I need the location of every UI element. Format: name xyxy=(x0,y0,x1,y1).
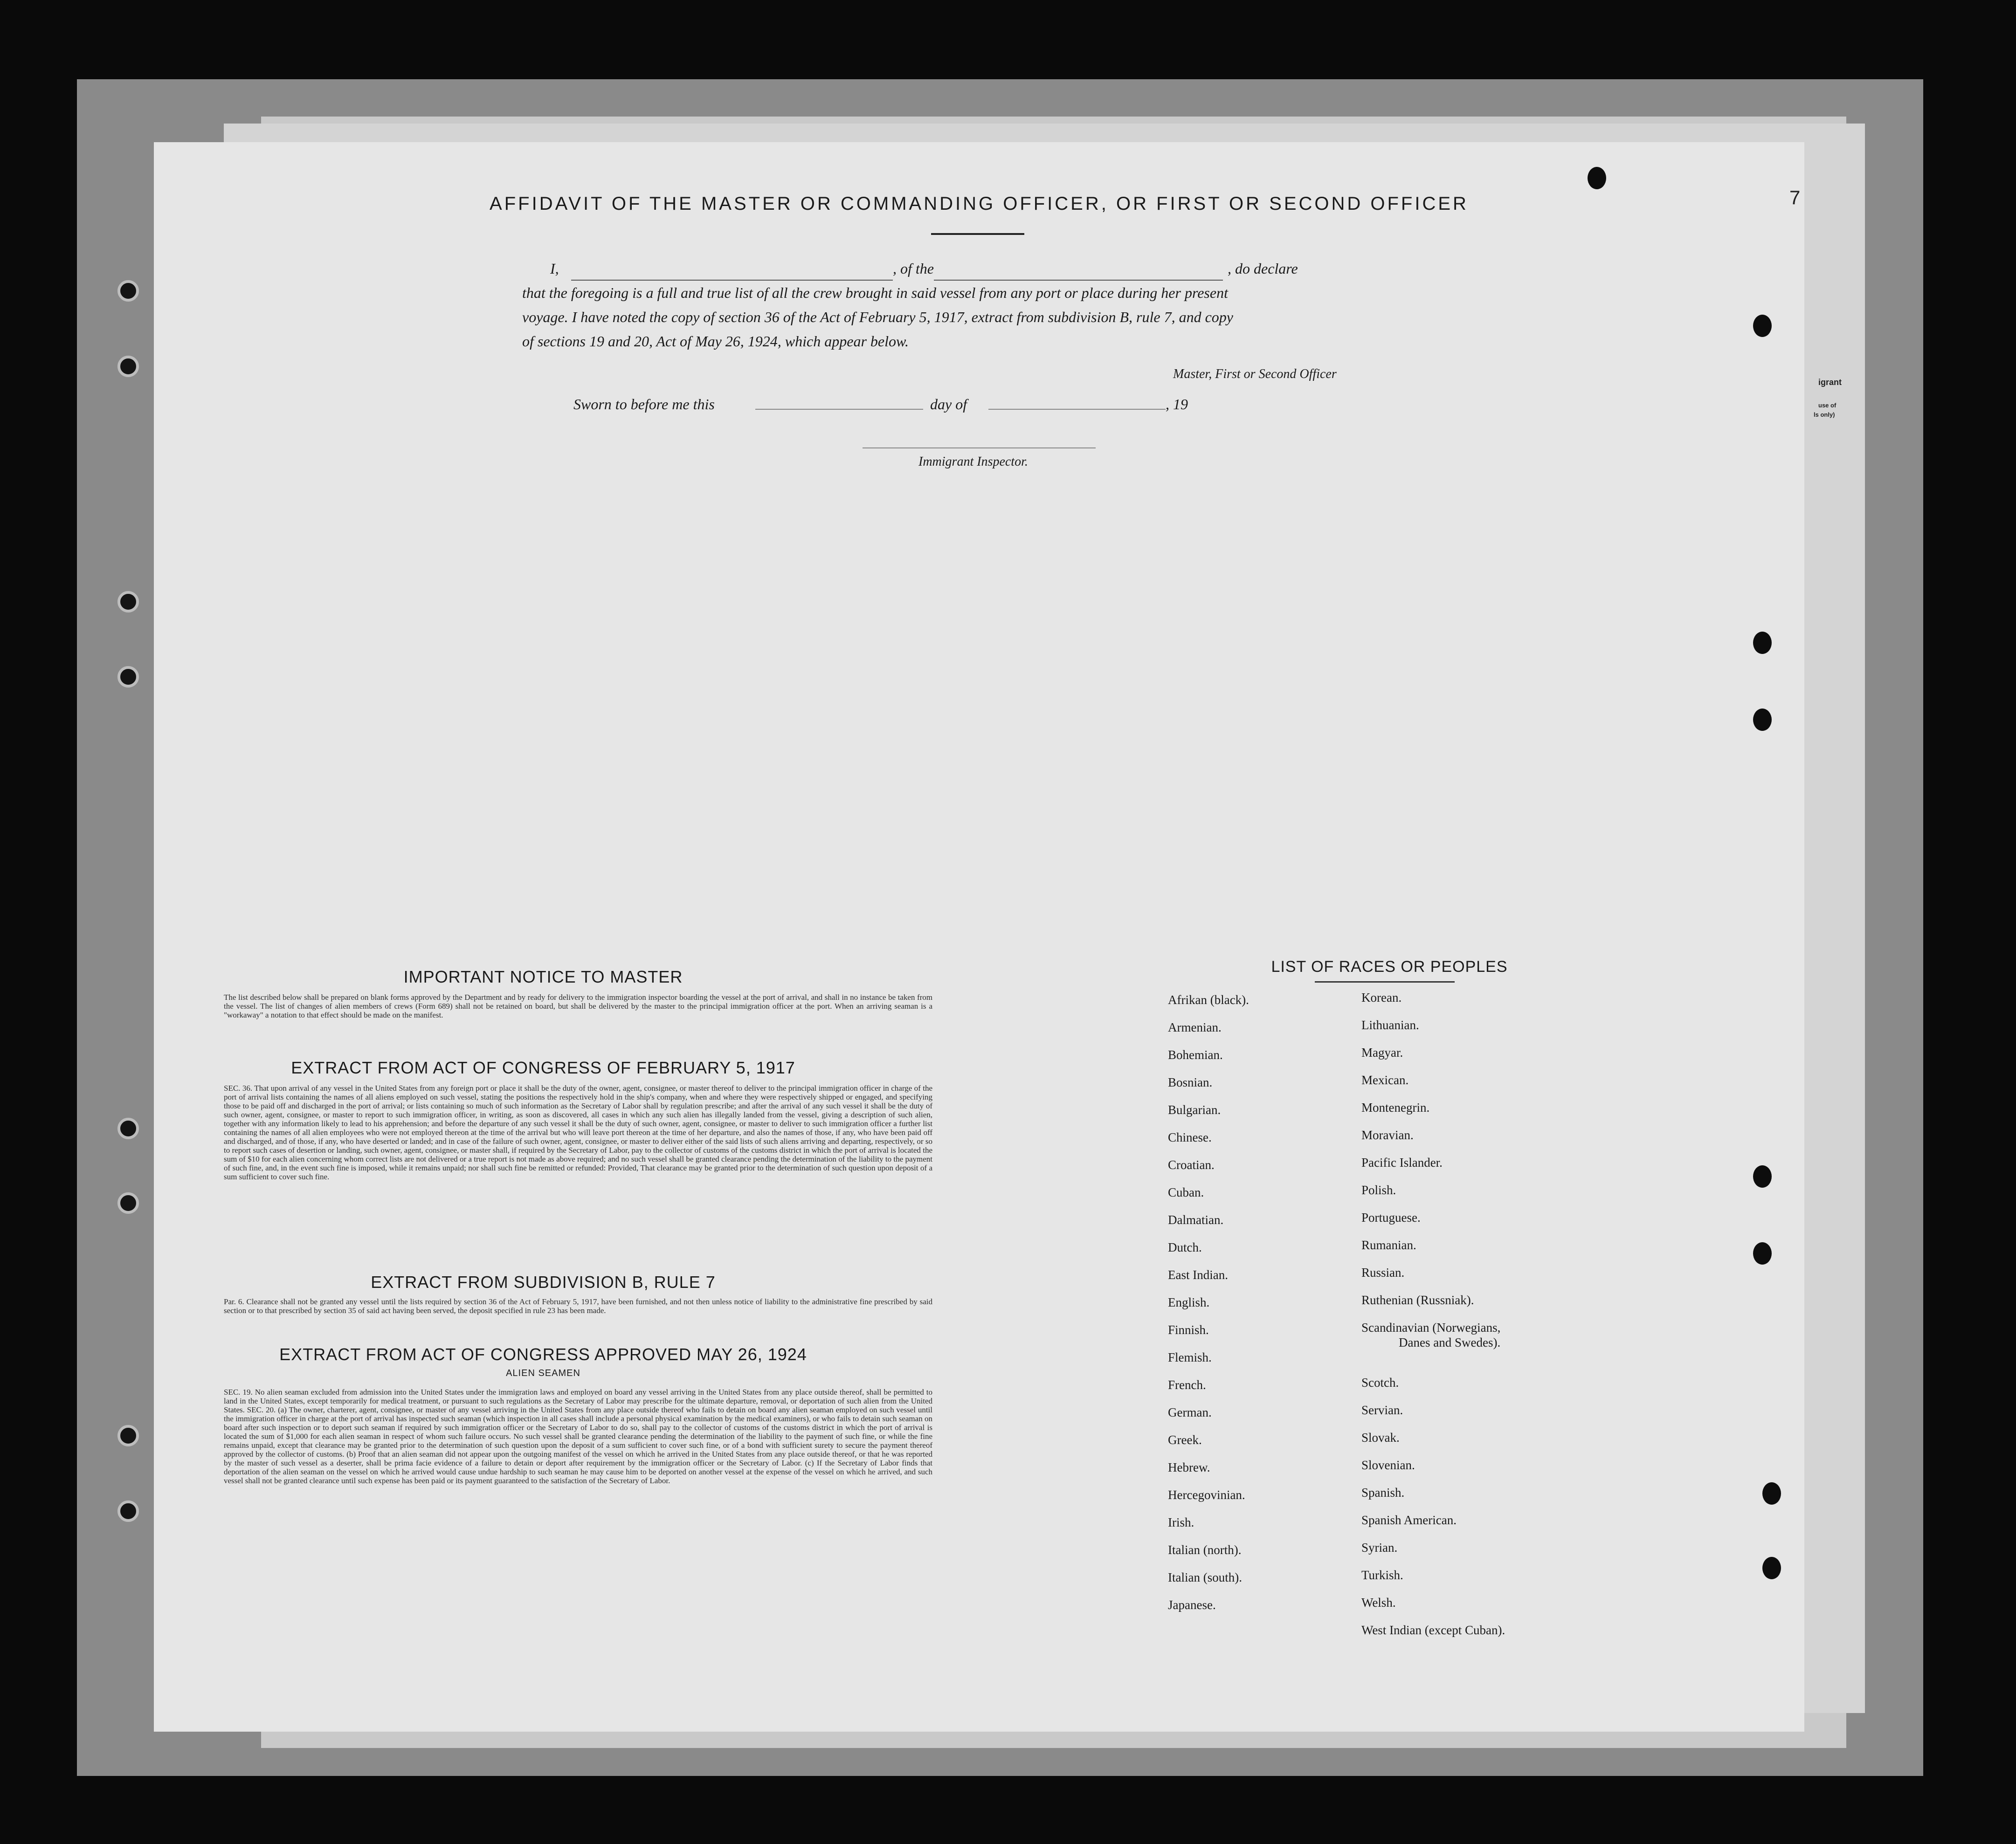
race-item: Cuban. xyxy=(1168,1185,1204,1199)
race-item: Syrian. xyxy=(1361,1541,1398,1555)
race-item: Croatian. xyxy=(1168,1158,1215,1172)
race-item: Hebrew. xyxy=(1168,1460,1210,1474)
binder-hole xyxy=(117,666,139,688)
race-item: German. xyxy=(1168,1405,1212,1419)
underlying-tab-label-2: use of xyxy=(1818,402,1836,409)
race-item: Finnish. xyxy=(1168,1323,1209,1337)
inspector-label: Immigrant Inspector. xyxy=(918,454,1028,469)
binder-hole xyxy=(117,280,139,302)
race-item: Montenegrin. xyxy=(1361,1101,1430,1115)
declaration-line-2: that the foregoing is a full and true list of all the crew brought in said vessel from any port or place during her present xyxy=(522,284,1228,301)
subdivision-b-heading: EXTRACT FROM SUBDIVISION B, RULE 7 xyxy=(371,1273,716,1292)
race-item: Welsh. xyxy=(1361,1596,1396,1610)
race-item: Polish. xyxy=(1361,1183,1396,1197)
race-item: Pacific Islander. xyxy=(1361,1156,1443,1170)
underlying-tab-label-3: ls only) xyxy=(1814,411,1835,418)
binder-hole xyxy=(1588,167,1606,189)
race-item: Spanish. xyxy=(1361,1486,1405,1500)
declaration-line-4: of sections 19 and 20, Act of May 26, 1924, which appear below. xyxy=(522,333,909,350)
race-item: Rumanian. xyxy=(1361,1238,1416,1252)
race-item: Spanish American. xyxy=(1361,1513,1457,1527)
corner-page-number: 7 xyxy=(1789,186,1801,208)
race-item: Italian (north). xyxy=(1168,1543,1242,1557)
master-signature-label: Master, First or Second Officer xyxy=(1173,367,1337,381)
race-item: Afrikan (black). xyxy=(1168,993,1249,1007)
subdivision-b-text: Par. 6. Clearance shall not be granted any vessel until the lists required by section 36 of the Act of February 5, 1917, have been furnished, and not then unless notice of liability to the administrative fine prescribed by said section or to that prescribed by section 35 of said act having been served, the deposit specified in rule 23 has been made. xyxy=(224,1297,932,1315)
race-item: Lithuanian. xyxy=(1361,1018,1419,1032)
race-item: Bosnian. xyxy=(1168,1075,1213,1089)
declaration-line-3: voyage. I have noted the copy of section 36 of the Act of February 5, 1917, extract from subdivision B, rule 7, and copy xyxy=(522,309,1233,325)
race-item: Scandinavian (Norwegians, xyxy=(1361,1321,1501,1335)
race-item: English. xyxy=(1168,1295,1210,1309)
extract-1924-heading: EXTRACT FROM ACT OF CONGRESS APPROVED MAY 26, 1924 xyxy=(279,1345,807,1364)
race-item: Servian. xyxy=(1361,1403,1403,1417)
binder-hole xyxy=(1753,709,1772,731)
race-item: French. xyxy=(1168,1378,1206,1392)
race-item: Slovak. xyxy=(1361,1431,1400,1445)
race-item: Armenian. xyxy=(1168,1020,1222,1034)
race-item: Moravian. xyxy=(1361,1128,1414,1142)
sworn-month-blank xyxy=(988,409,1166,410)
declaration-i: I, xyxy=(550,260,559,277)
notice-heading: IMPORTANT NOTICE TO MASTER xyxy=(403,967,683,986)
underlying-tab-label-1: igrant xyxy=(1818,378,1842,387)
alien-seamen-subheading: ALIEN SEAMEN xyxy=(506,1368,580,1378)
race-item: Chinese. xyxy=(1168,1130,1212,1144)
year-label: , 19 xyxy=(1166,396,1188,413)
affidavit-title: AFFIDAVIT OF THE MASTER OR COMMANDING OFFICER, OR FIRST OR SECOND OFFICER xyxy=(490,193,1469,214)
inspector-signature-blank xyxy=(863,447,1096,448)
notice-text: The list described below shall be prepared on blank forms approved by the Department and by ready for delivery to the immigration inspector boarding the vessel at the port of arrival, and shall in no instance be taken from the vessel. The list of changes of alien members of crews (Form 689) shall not be retained on board, but shall be delivered by the master to the principal immigration officer at the port. When an arriving seaman is a "workaway" a notation to that effect should be made on the manifest. xyxy=(224,993,932,1019)
title-underline xyxy=(931,233,1024,235)
race-item: Japanese. xyxy=(1168,1598,1216,1612)
binder-hole xyxy=(1753,315,1772,337)
race-item: Scotch. xyxy=(1361,1376,1399,1390)
binder-hole xyxy=(117,1425,139,1446)
binder-hole xyxy=(117,1500,139,1522)
binder-hole xyxy=(117,1192,139,1214)
binder-hole xyxy=(1753,1242,1772,1265)
race-item: Turkish. xyxy=(1361,1568,1403,1582)
day-of-label: day of xyxy=(930,396,967,413)
extract-1917-text: SEC. 36. That upon arrival of any vessel in the United States from any foreign port or place it shall be the duty of the owner, agent, consignee, or master thereof to deliver to the principal immigration officer in charge of the port of arrival lists containing the names of all aliens employed on such vessel, stating the positions the respectively hold in the ship's company, when and where they were respectively shipped or engaged, and specifying those to be paid off and discharged in the port of arrival; or lists containing so much of such information as the Secretary of Labor shall by regulation prescribe; and after the arrival of any such vessel it shall be the duty of such owner, agent, consignee, or master to report to such immigration officer, in writing, as soon as discovered, all cases in which any such alien has illegally landed from the vessel, giving a description of such alien, together with any information likely to lead to his apprehension; and before the departure of any such vessel it shall be the duty of such owner, agent, consignee, or master to deliver to such immigration officer a further list containing the names of all alien employees who were not employed thereon at the time of the arrival but who will leave port thereon at the time of her departure, and also the names of those, if any, who have been paid off and discharged, and of those, if any, who have deserted or landed; and in case of the failure of such owner, agent, consignee, or master to deliver either of the said lists of such aliens arriving and departing, respectively, or so to report such cases of desertion or landing, such owner, agent, consignee, or master shall, if required by the Secretary of Labor, pay to the collector of customs of the customs district in which the port of arrival is located the sum of $10 for each alien concerning whom correct lists are not delivered or a true report is not made as above required; and no such vessel shall be granted clearance pending the determination of the liability to the payment of such fine, and, in the event such fine is imposed, while it remains unpaid; nor shall such fine be remitted or refunded: Provided, That clearance may be granted prior to the determination of such question upon deposit of a sum sufficient to cover such fine. xyxy=(224,1084,932,1181)
race-item: Greek. xyxy=(1168,1433,1202,1447)
binder-hole xyxy=(117,356,139,377)
race-item: Dutch. xyxy=(1168,1240,1202,1254)
race-item: Bulgarian. xyxy=(1168,1103,1221,1117)
races-left-column xyxy=(1168,993,1249,1625)
race-item: Dalmatian. xyxy=(1168,1213,1224,1227)
races-heading: LIST OF RACES OR PEOPLES xyxy=(1271,958,1508,976)
race-item-continuation: Danes and Swedes). xyxy=(1399,1335,1501,1349)
affidavit-page xyxy=(154,142,1804,1732)
binder-hole xyxy=(117,591,139,612)
race-item: Portuguese. xyxy=(1361,1211,1421,1225)
race-item: Italian (south). xyxy=(1168,1570,1242,1584)
races-heading-underline xyxy=(1315,981,1455,983)
race-item: Flemish. xyxy=(1168,1350,1212,1364)
race-item: East Indian. xyxy=(1168,1268,1228,1282)
declaration-do-declare: , do declare xyxy=(1227,260,1298,277)
race-item: Magyar. xyxy=(1361,1046,1403,1060)
race-item: Mexican. xyxy=(1361,1073,1409,1087)
sworn-day-blank xyxy=(755,409,923,410)
binder-hole xyxy=(1753,632,1772,654)
extract-1917-heading: EXTRACT FROM ACT OF CONGRESS OF FEBRUARY 5, 1917 xyxy=(291,1058,795,1077)
race-item: Hercegovinian. xyxy=(1168,1488,1245,1502)
binder-hole xyxy=(117,1118,139,1139)
binder-hole xyxy=(1762,1482,1781,1505)
race-item: Russian. xyxy=(1361,1266,1405,1280)
race-item: West Indian (except Cuban). xyxy=(1361,1623,1505,1637)
race-item: Irish. xyxy=(1168,1515,1194,1529)
race-item: Slovenian. xyxy=(1361,1458,1415,1472)
race-item: Ruthenian (Russniak). xyxy=(1361,1293,1474,1307)
declaration-of-the: , of the xyxy=(893,260,934,277)
extract-1924-text: SEC. 19. No alien seaman excluded from admission into the United States under the immigration laws and employed on board any vessel arriving in the United States from any place outside thereof, shall be permitted to land in the United States, except temporarily for medical treatment, or pursuant to such regulations as the Secretary of Labor may prescribe for the ultimate departure, removal, or deportation of such alien from the United States. SEC. 20. (a) The owner, charterer, agent, consignee, or master of any vessel arriving in the United States from any place outside thereof who fails to detain on board any alien seaman employed on such vessel until the immigration officer in charge at the port of arrival has inspected such seaman (which inspection in all cases shall include a personal physical examination by the medical examiners), or who fails to detain such seaman on board after such inspection or to deport such seaman if required by such immigration officer or the Secretary of Labor to do so, shall pay to the collector of customs of the customs district in which the port of arrival is located the sum of $1,000 for each alien seaman in respect of whom such failure occurs. No such vessel shall be granted clearance pending the determination of the liability to the payment of such fine, or while the fine remains unpaid, except that clearance may be granted prior to the determination of such question upon the deposit of a sum sufficient to cover such fine, or of a bond with sufficient surety to secure the payment thereof approved by the collector of customs. (b) Proof that an alien seaman did not appear upon the outgoing manifest of the vessel on which he arrived in the United States from any place outside thereof, or that he was reported by the master of such vessel as a deserter, shall be prima facie evidence of a failure to detain or deport after requirement by the immigration officer or the Secretary of Labor. (c) If the Secretary of Labor finds that deportation of the alien seaman on the vessel on which he arrived would cause undue hardship to such seaman he may cause him to be deported on another vessel at the expense of the vessel on which he arrived, and such vessel shall not be granted clearance until such expense has been paid or its payment guaranteed to the satisfaction of the Secretary of Labor. xyxy=(224,1388,932,1485)
sworn-label: Sworn to before me this xyxy=(573,396,715,413)
race-item: Korean. xyxy=(1361,991,1402,1005)
binder-hole xyxy=(1753,1165,1772,1188)
declaration-line-1 xyxy=(522,256,1595,281)
race-item: Bohemian. xyxy=(1168,1048,1223,1062)
races-right-column xyxy=(1361,991,1505,1651)
binder-hole xyxy=(1762,1557,1781,1579)
